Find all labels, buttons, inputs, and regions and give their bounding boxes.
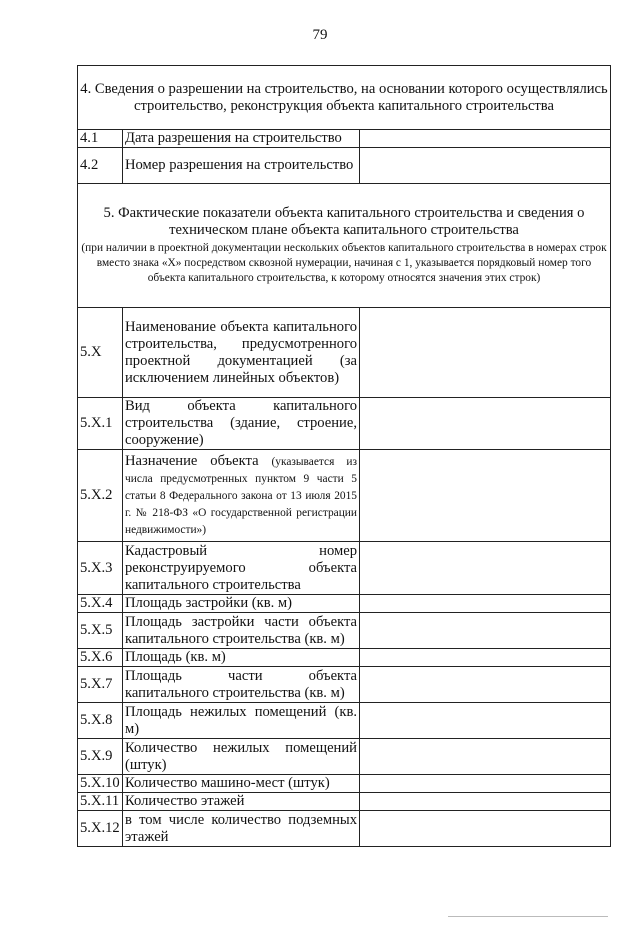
- table-row: [78, 450, 611, 542]
- row-label: Кадастровый номер реконструируемого объекта капитального строительства: [123, 542, 360, 595]
- row-number: 5.X.2: [78, 450, 123, 542]
- row-number: 5.X.1: [78, 398, 123, 450]
- section-5-header-row: [78, 184, 611, 308]
- row-label: Вид объекта капитального строительства (здание, строение, сооружение): [123, 398, 360, 450]
- section-5-note: (при наличии в проектной документации нескольких объектов капитального строительства в номерах строк вместо знака «X» посредством сквозной нумерации, начиная с 1, указывается порядковый номер того объекта капитального строительства, к которому относятся значения этих строк): [81, 242, 607, 284]
- row-number: 5.X: [78, 308, 123, 398]
- row-label-main: Назначение объекта: [125, 453, 259, 469]
- row-value-cell[interactable]: [360, 703, 611, 739]
- table-row: [78, 148, 611, 184]
- row-label-note: (указывается из числа предусмотренных пунктом 9 части 5 статьи 8 Федерального закона от 13 июля 2015 г. № 218-ФЗ «О государственной регистрации недвижимости»): [125, 456, 357, 536]
- table-row: [78, 613, 611, 649]
- row-label: Количество этажей: [123, 793, 360, 811]
- row-value-cell[interactable]: [360, 542, 611, 595]
- row-label: Площадь застройки (кв. м): [123, 595, 360, 613]
- row-label: Наименование объекта капитального строительства, предусмотренного проектной документацией (за исключением линейных объектов): [123, 308, 360, 398]
- row-value-cell[interactable]: [360, 667, 611, 703]
- row-number: 5.X.7: [78, 667, 123, 703]
- table-row: [78, 595, 611, 613]
- row-value-cell[interactable]: [360, 775, 611, 793]
- section-5-header-cell: [78, 184, 611, 308]
- table-row: [78, 703, 611, 739]
- row-number: 5.X.3: [78, 542, 123, 595]
- table-row: [78, 542, 611, 595]
- table-row: [78, 775, 611, 793]
- row-value-cell[interactable]: [360, 649, 611, 667]
- table-row: [78, 130, 611, 148]
- row-number: 4.1: [78, 130, 123, 148]
- table-row: [78, 793, 611, 811]
- row-value-cell[interactable]: [360, 793, 611, 811]
- row-value-cell[interactable]: [360, 398, 611, 450]
- table-row: [78, 739, 611, 775]
- page-number: 79: [312, 27, 328, 43]
- row-value-cell[interactable]: [360, 450, 611, 542]
- row-number: 5.X.8: [78, 703, 123, 739]
- row-number: 5.X.11: [78, 793, 123, 811]
- row-number: 5.X.12: [78, 811, 123, 847]
- row-label: Дата разрешения на строительство: [123, 130, 360, 148]
- row-value-cell[interactable]: [360, 130, 611, 148]
- table-row: [78, 667, 611, 703]
- section-4-header-row: [78, 66, 611, 130]
- scan-artifact-line: [448, 916, 608, 917]
- table-row: [78, 398, 611, 450]
- row-number: 5.X.9: [78, 739, 123, 775]
- row-number: 5.X.5: [78, 613, 123, 649]
- row-label: Количество нежилых помещений (штук): [123, 739, 360, 775]
- row-number: 5.X.4: [78, 595, 123, 613]
- table-row: [78, 308, 611, 398]
- row-value-cell[interactable]: [360, 148, 611, 184]
- row-label: Площадь (кв. м): [123, 649, 360, 667]
- row-value-cell[interactable]: [360, 308, 611, 398]
- row-value-cell[interactable]: [360, 811, 611, 847]
- row-label: Номер разрешения на строительство: [123, 148, 360, 184]
- row-number: 5.X.6: [78, 649, 123, 667]
- row-label: Площадь застройки части объекта капитального строительства (кв. м): [123, 613, 360, 649]
- permit-form-table: [77, 65, 611, 847]
- table-row: [78, 811, 611, 847]
- row-label: в том числе количество подземных этажей: [123, 811, 360, 847]
- row-number: 4.2: [78, 148, 123, 184]
- row-value-cell[interactable]: [360, 739, 611, 775]
- section-5-title: 5. Фактические показатели объекта капитального строительства и сведения о техническом плане объекта капитального строительства: [103, 205, 585, 238]
- table-row: [78, 649, 611, 667]
- row-value-cell[interactable]: [360, 613, 611, 649]
- section-4-title: 4. Сведения о разрешении на строительство, на основании которого осуществлялись строительство, реконструкция объекта капитального строительства: [78, 66, 611, 130]
- row-label: [123, 450, 360, 542]
- row-label: Количество машино-мест (штук): [123, 775, 360, 793]
- row-label: Площадь части объекта капитального строительства (кв. м): [123, 667, 360, 703]
- row-label: Площадь нежилых помещений (кв. м): [123, 703, 360, 739]
- row-number: 5.X.10: [78, 775, 123, 793]
- row-value-cell[interactable]: [360, 595, 611, 613]
